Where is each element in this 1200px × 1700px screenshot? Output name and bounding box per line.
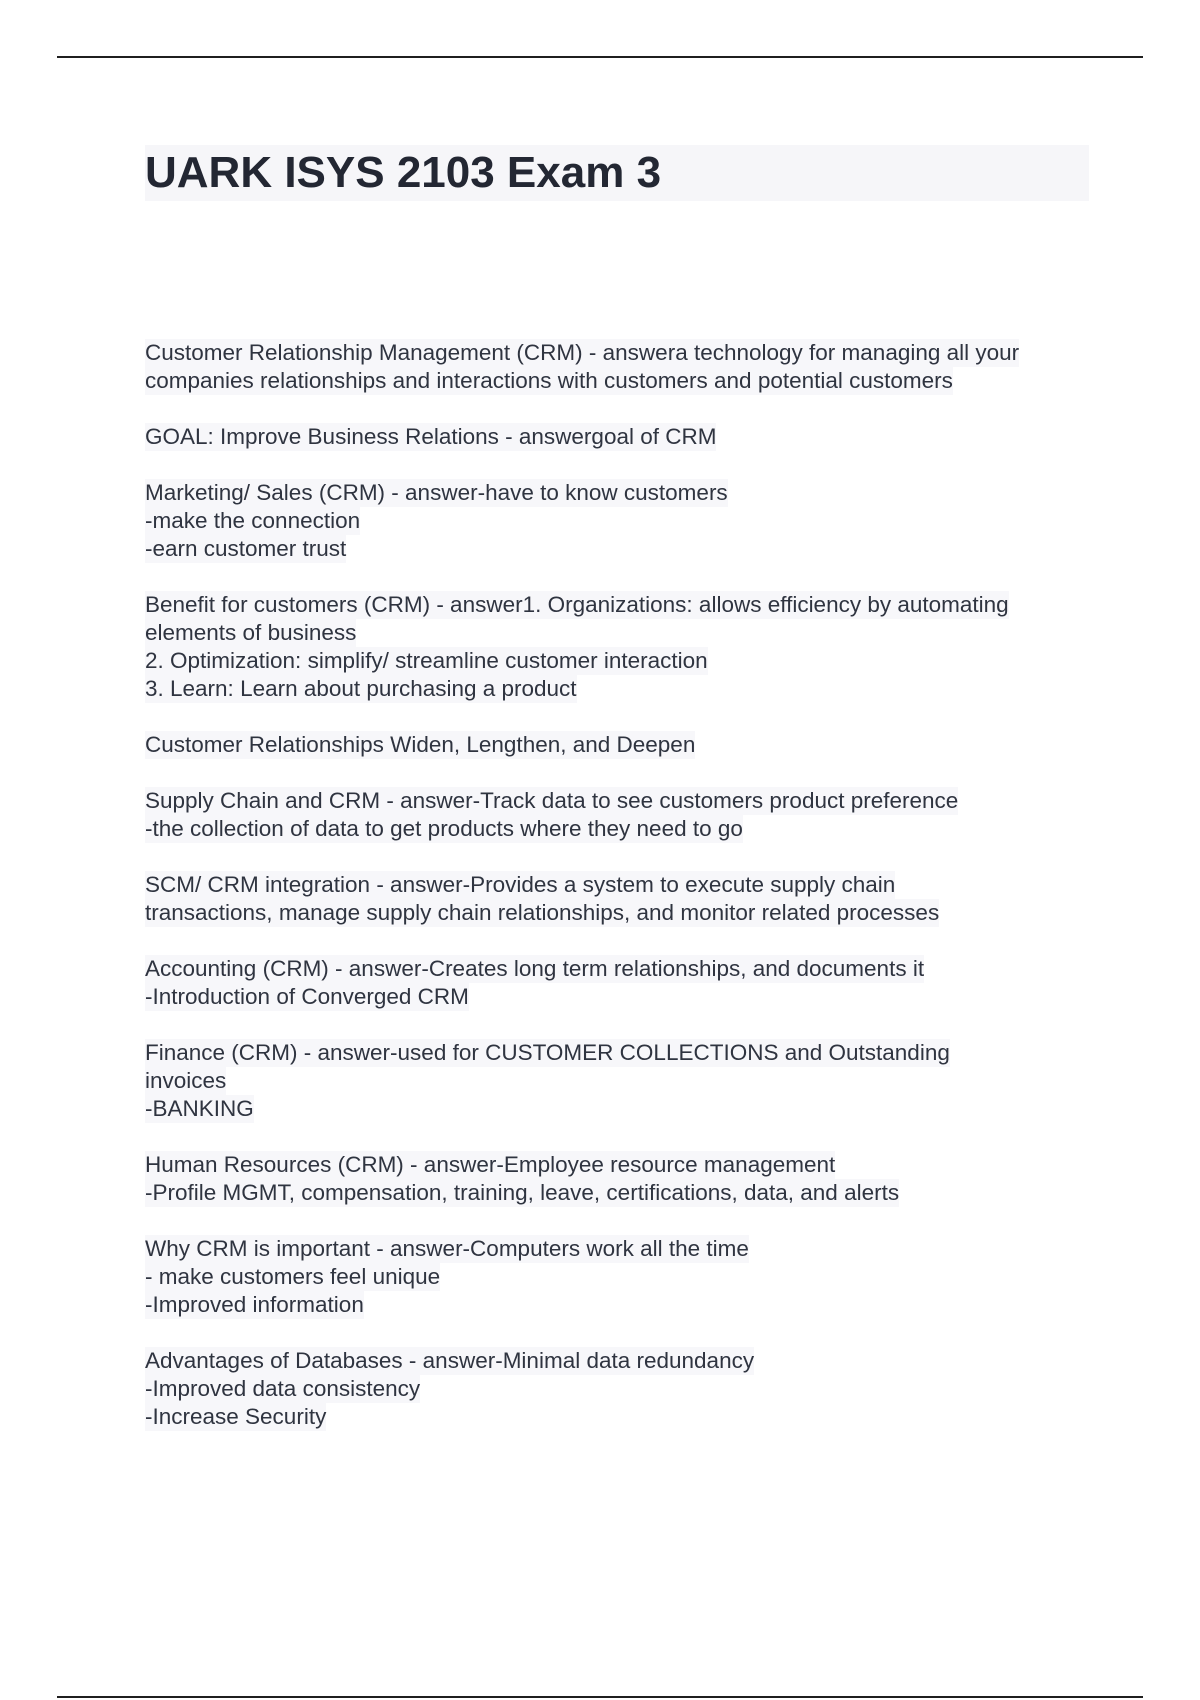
flashcard-item bbox=[145, 1151, 1089, 1207]
bottom-rule bbox=[57, 1696, 1143, 1698]
flashcard-item bbox=[145, 955, 1089, 1011]
flashcard-item bbox=[145, 479, 1089, 563]
flashcard-line: SCM/ CRM integration - answer-Provides a system to execute supply chain bbox=[145, 872, 896, 897]
flashcard-item bbox=[145, 1235, 1089, 1319]
flashcard-item bbox=[145, 423, 1089, 451]
flashcard-line: Why CRM is important - answer-Computers work all the time bbox=[145, 1236, 749, 1261]
flashcard-line: -earn customer trust bbox=[145, 536, 347, 561]
flashcard-line: -Improved information bbox=[145, 1292, 364, 1317]
flashcard-item bbox=[145, 1347, 1089, 1431]
flashcard-line: -make the connection bbox=[145, 508, 361, 533]
flashcard-line: -Improved data consistency bbox=[145, 1376, 421, 1401]
flashcard-line: -BANKING bbox=[145, 1096, 254, 1121]
flashcard-line: Advantages of Databases - answer-Minimal data redundancy bbox=[145, 1348, 755, 1373]
flashcard-line: 2. Optimization: simplify/ streamline customer interaction bbox=[145, 648, 708, 673]
flashcard-item bbox=[145, 339, 1089, 395]
flashcard-line: -Introduction of Converged CRM bbox=[145, 984, 469, 1009]
flashcard-item bbox=[145, 787, 1089, 843]
flashcard-line: 3. Learn: Learn about purchasing a product bbox=[145, 676, 577, 701]
flashcard-line: Accounting (CRM) - answer-Creates long term relationships, and documents it bbox=[145, 956, 925, 981]
top-rule bbox=[57, 56, 1143, 58]
flashcard-item bbox=[145, 591, 1089, 703]
document-title: UARK ISYS 2103 Exam 3 bbox=[145, 148, 662, 197]
flashcard-line: Finance (CRM) - answer-used for CUSTOMER COLLECTIONS and Outstanding bbox=[145, 1040, 950, 1065]
flashcard-line: transactions, manage supply chain relationships, and monitor related processes bbox=[145, 900, 940, 925]
flashcard-line: -Profile MGMT, compensation, training, leave, certifications, data, and alerts bbox=[145, 1180, 900, 1205]
title-block bbox=[145, 145, 1089, 201]
flashcard-line: - make customers feel unique bbox=[145, 1264, 441, 1289]
flashcard-line: Benefit for customers (CRM) - answer1. Organizations: allows efficiency by automating bbox=[145, 592, 1009, 617]
flashcard-line: Supply Chain and CRM - answer-Track data to see customers product preference bbox=[145, 788, 959, 813]
flashcard-line: Marketing/ Sales (CRM) - answer-have to know customers bbox=[145, 480, 728, 505]
flashcard-item bbox=[145, 1039, 1089, 1123]
flashcard-line: elements of business bbox=[145, 620, 357, 645]
flashcard-line: Human Resources (CRM) - answer-Employee resource management bbox=[145, 1152, 836, 1177]
flashcard-line: Customer Relationships Widen, Lengthen, and Deepen bbox=[145, 732, 696, 757]
flashcard-line: -the collection of data to get products where they need to go bbox=[145, 816, 743, 841]
flashcard-item bbox=[145, 871, 1089, 927]
flashcard-line: invoices bbox=[145, 1068, 227, 1093]
flashcard-line: Customer Relationship Management (CRM) - answera technology for managing all your bbox=[145, 340, 1020, 365]
flashcard-line: -Increase Security bbox=[145, 1404, 327, 1429]
flashcard-line: companies relationships and interactions with customers and potential customers bbox=[145, 368, 953, 393]
flashcard-list bbox=[145, 339, 1089, 1459]
flashcard-line: GOAL: Improve Business Relations - answergoal of CRM bbox=[145, 424, 717, 449]
flashcard-item bbox=[145, 731, 1089, 759]
